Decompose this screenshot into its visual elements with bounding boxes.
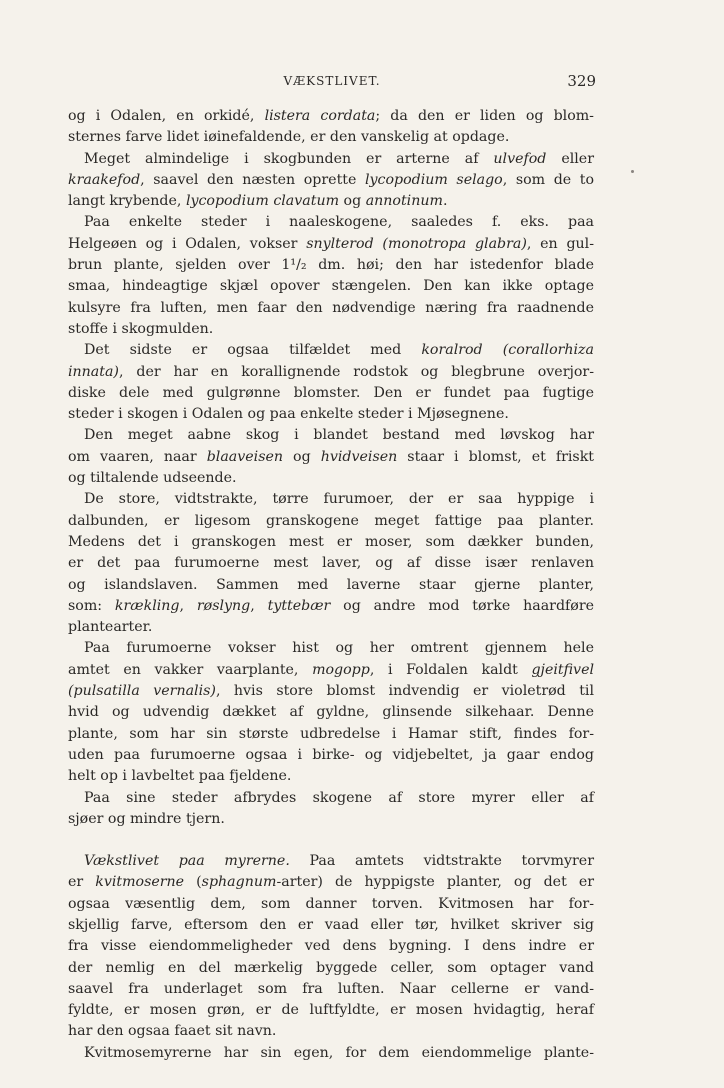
text-line: steder i skogen i Odalen og paa enkelte steder i Mjøsegnene. <box>68 406 509 423</box>
page-number: 329 <box>567 72 596 90</box>
text-line: fyldte, er mosen grøn, er de luftfyldte, er mosen hvidagtig, heraf <box>68 1002 594 1019</box>
text-line: Paa enkelte steder i naaleskogene, saaledes f. eks. paa <box>84 214 594 231</box>
text-line: De store, vidtstrakte, tørre furumoer, der er saa hyppige i <box>84 491 594 508</box>
text-line: sternes farve lidet iøinefaldende, er den vanskelig at opdage. <box>68 129 510 146</box>
text-line: Helgeøen og i Odalen, vokser snylterod (monotropa glabra), en gul- <box>68 235 595 252</box>
running-title: VÆKSTLIVET. <box>283 74 381 88</box>
running-header <box>68 74 596 94</box>
text-line: Det sidste er ogsaa tilfældet med koralrod (corallorhiza <box>84 342 594 359</box>
text-line: har den ogsaa faaet sit navn. <box>68 1023 277 1040</box>
text-line: uden paa furumoerne ogsaa i birke- og vidjebeltet, ja gaar endog <box>68 746 594 763</box>
text-line: ogsaa væsentlig dem, som danner torven. Kvitmosen har for- <box>68 895 594 912</box>
text-line: Kvitmosemyrerne har sin egen, for dem eiendommelige plante- <box>84 1044 594 1061</box>
text-line: helt op i lavbeltet paa fjeldene. <box>68 768 292 785</box>
text-line: dalbunden, er ligesom granskogene meget fattige paa planter. <box>68 512 594 529</box>
text-line: diske dele med gulgrønne blomster. Den er fundet paa fugtige <box>68 384 594 401</box>
text-line: plante, som har sin største udbredelse i Hamar stift, findes for- <box>68 725 594 742</box>
text-line: kraakefod, saavel den næsten oprette lycopodium selago, som de to <box>68 171 594 188</box>
text-line: (pulsatilla vernalis), hvis store blomst indvendig er violetrød til <box>68 683 594 700</box>
text-line: amtet en vakker vaarplante, mogopp, i Foldalen kaldt gjeitfivel <box>68 661 594 678</box>
text-line: stoffe i skogmulden. <box>68 320 214 337</box>
text-line: Paa sine steder afbrydes skogene af store myrer eller af <box>84 789 594 806</box>
text-line: Vækstlivet paa myrerne. Paa amtets vidtstrakte torvmyrer <box>84 853 594 870</box>
section-heading: Vækstlivet paa myrerne. <box>84 853 290 870</box>
text-line: og tiltalende udseende. <box>68 470 237 487</box>
text-line: innata), der har en korallignende rodstok og blegbrune overjor- <box>68 363 594 380</box>
text-line: skjellig farve, eftersom den er vaad eller tør, hvilket skriver sig <box>68 916 594 933</box>
text-line: og i Odalen, en orkidé, listera cordata; da den er liden og blom- <box>68 108 594 124</box>
text-line: Meget almindelige i skogbunden er arterne af ulvefod eller <box>84 150 594 167</box>
text-line: er kvitmoserne (sphagnum-arter) de hyppigste planter, og det er <box>68 874 595 891</box>
section-gap <box>68 830 594 851</box>
print-speck <box>631 170 634 173</box>
text-line: brun plante, sjelden over 1¹/₂ dm. høi; den har istedenfor blade <box>68 257 594 274</box>
text-line: plantearter. <box>68 619 153 636</box>
text-line: fra visse eiendommeligheder ved dens bygning. I dens indre er <box>68 938 594 955</box>
text-line: som: krækling, røslyng, tyttebær og andre mod tørke haardføre <box>68 597 594 614</box>
text-line: hvid og udvendig dækket af gyldne, glinsende silkehaar. Denne <box>68 704 594 721</box>
text-line: er det paa furumoerne mest laver, og af disse især renlaven <box>68 555 594 572</box>
text-line: langt krybende, lycopodium clavatum og annotinum. <box>68 193 448 210</box>
text-line: Paa furumoerne vokser hist og her omtrent gjennem hele <box>84 640 594 657</box>
text-line: kulsyre fra luften, men faar den nødvendige næring fra raadnende <box>68 299 594 316</box>
text-line: smaa, hindeagtige skjæl opover stængelen. Den kan ikke optage <box>68 278 594 295</box>
text-line: og islandslaven. Sammen med laverne staar gjerne planter, <box>68 576 594 593</box>
text-line: Den meget aabne skog i blandet bestand med løvskog har <box>84 427 594 444</box>
body-text <box>68 106 594 1064</box>
text-line: Medens det i granskogen mest er moser, som dækker bunden, <box>68 533 594 550</box>
text-line: saavel fra underlaget som fra luften. Naar cellerne er vand- <box>68 980 594 997</box>
text-line: der nemlig en del mærkelig byggede celler, som optager vand <box>68 959 594 976</box>
text-line: sjøer og mindre tjern. <box>68 810 225 827</box>
text-line: om vaaren, naar blaaveisen og hvidveisen staar i blomst, et friskt <box>68 448 595 465</box>
